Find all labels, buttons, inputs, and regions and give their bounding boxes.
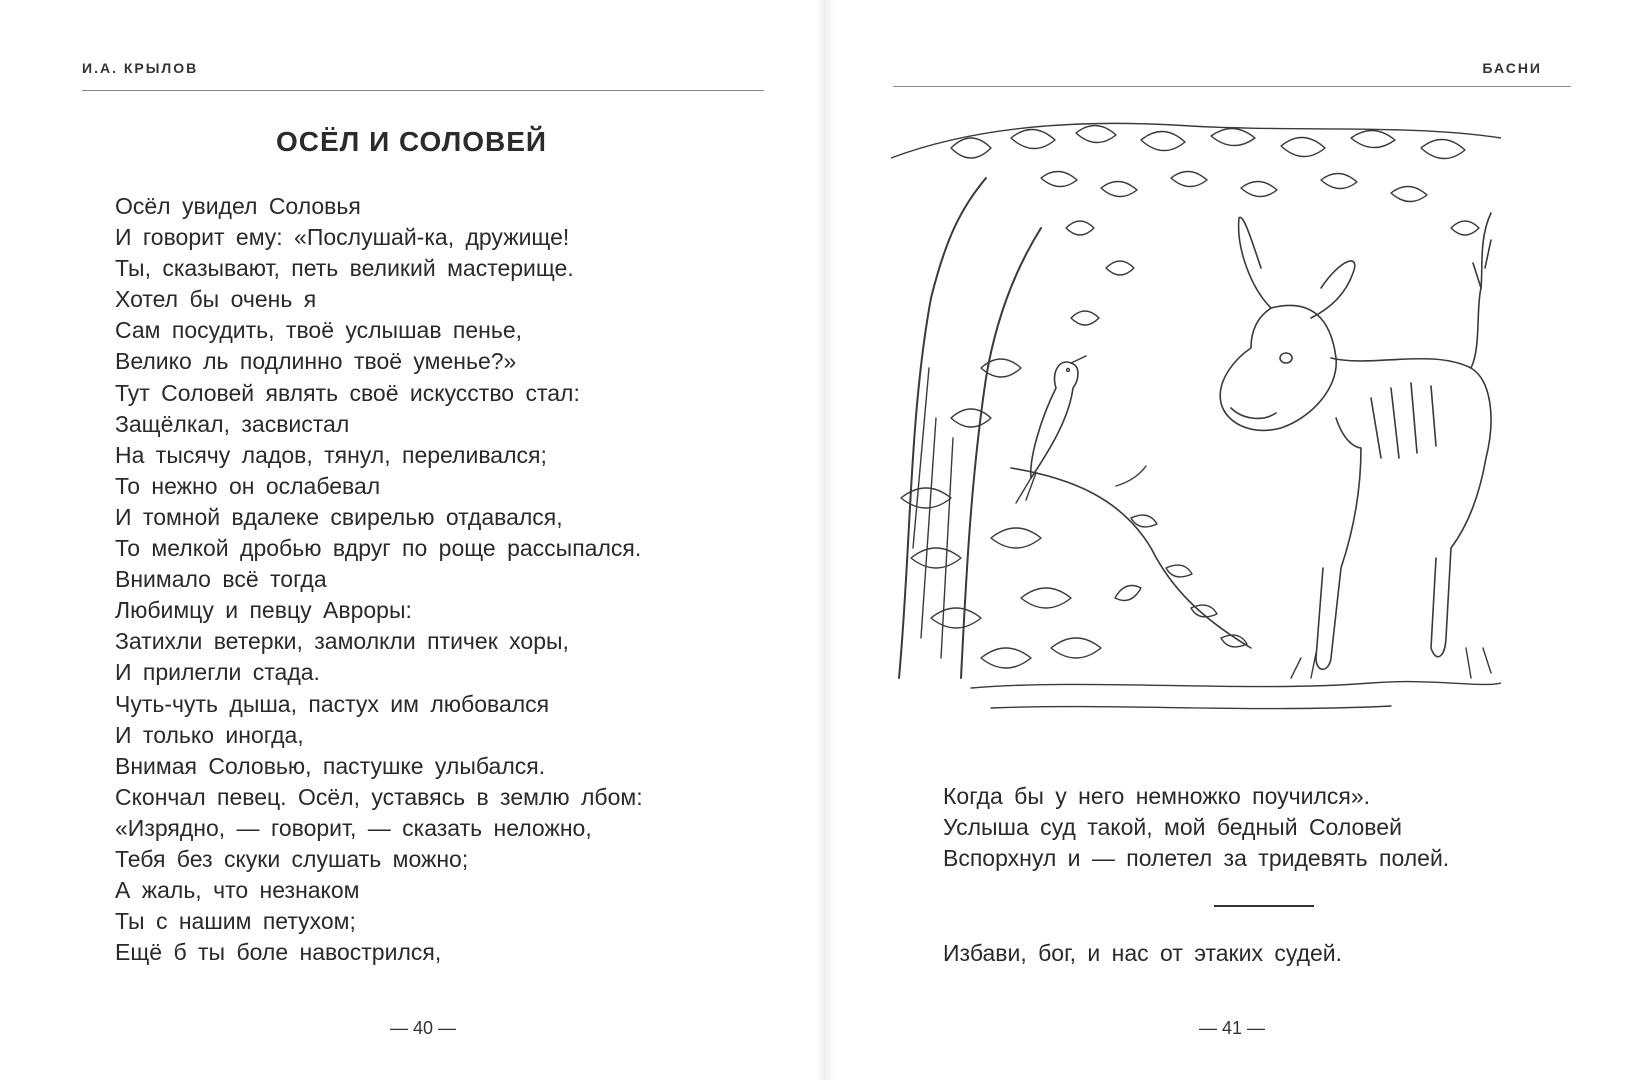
- bushes: [901, 359, 1101, 668]
- nightingale-bird: [1016, 356, 1086, 503]
- poem-line: Велико ль подлинно твоё уменье?»: [115, 348, 517, 375]
- poem-line: Затихли ветерки, замолкли птичек хоры,: [115, 628, 569, 655]
- poem-line: Осёл увидел Соловья: [115, 193, 361, 219]
- poem-line: Ты, сказывают, петь великий мастерище.: [115, 255, 574, 282]
- branch: [1011, 466, 1251, 648]
- poem-line: И томной вдалеке свирелью отдавался,: [115, 503, 563, 530]
- right-page: [823, 0, 1647, 1080]
- poem-line: Услыша суд такой, мой бедный Соловей: [943, 814, 1402, 841]
- poem-line: Хотел бы очень я: [115, 286, 317, 313]
- running-head-section: БАСНИ: [1482, 60, 1542, 76]
- poem-line: И прилегли стада.: [115, 659, 320, 686]
- poem-line: Тут Соловей являть своё искусство стал:: [115, 379, 580, 406]
- donkey-nightingale-illustration: [891, 118, 1501, 726]
- poem-line: Когда бы у него немножко поучился».: [943, 783, 1370, 809]
- poem-line: Вспорхнул и — полетел за тридевять полей.: [943, 845, 1450, 872]
- poem-line: На тысячу ладов, тянул, переливался;: [115, 441, 547, 468]
- poem-line: Защёлкал, засвистал: [115, 410, 350, 437]
- fable-moral: Избави, бог, и нас от этаких судей.: [943, 940, 1343, 966]
- page-number-left: — 40 —: [390, 1018, 457, 1038]
- poem-line: Ещё б ты боле навострился,: [115, 939, 442, 966]
- poem-line: Ты с нашим петухом;: [115, 908, 356, 935]
- ground: [971, 648, 1501, 709]
- poem-line: И говорит ему: «Послушай-ка, дружище!: [115, 224, 570, 251]
- poem-text-right: [943, 781, 1449, 874]
- poem-line: И только иногда,: [115, 721, 304, 748]
- poem-line: Тебя без скуки слушать можно;: [115, 845, 469, 872]
- poem-text-left: [115, 191, 643, 968]
- poem-line: Внимало всё тогда: [115, 566, 327, 593]
- poem-line: То мелкой дробью вдруг по роще рассыпался.: [115, 535, 642, 562]
- poem-line: Чуть-чуть дыша, пастух им любовался: [115, 690, 550, 717]
- donkey: [1220, 213, 1491, 669]
- moral-separator: [1214, 905, 1314, 907]
- left-page: [0, 0, 823, 1080]
- canopy-leaves: [891, 123, 1501, 325]
- poem-line: Любимцу и певцу Авроры:: [115, 597, 412, 624]
- header-rule: [82, 90, 764, 91]
- poem-line: То нежно он ослабевал: [115, 472, 381, 499]
- poem-line: Скончал певец. Осёл, уставясь в землю лбом:: [115, 783, 643, 810]
- page-number-right: — 41 —: [1199, 1018, 1266, 1038]
- poem-line: Сам посудить, твоё услышав пенье,: [115, 317, 523, 344]
- poem-line: Внимая Соловью, пастушке улыбался.: [115, 752, 546, 779]
- tree-trunk: [899, 178, 1041, 678]
- poem-line: А жаль, что незнаком: [115, 877, 360, 904]
- poem-line: «Изрядно, — говорит, — сказать неложно,: [115, 814, 592, 841]
- running-head-author: И.А. КРЫЛОВ: [82, 60, 199, 76]
- header-rule: [893, 86, 1571, 87]
- fable-title: ОСЁЛ И СОЛОВЕЙ: [275, 126, 548, 157]
